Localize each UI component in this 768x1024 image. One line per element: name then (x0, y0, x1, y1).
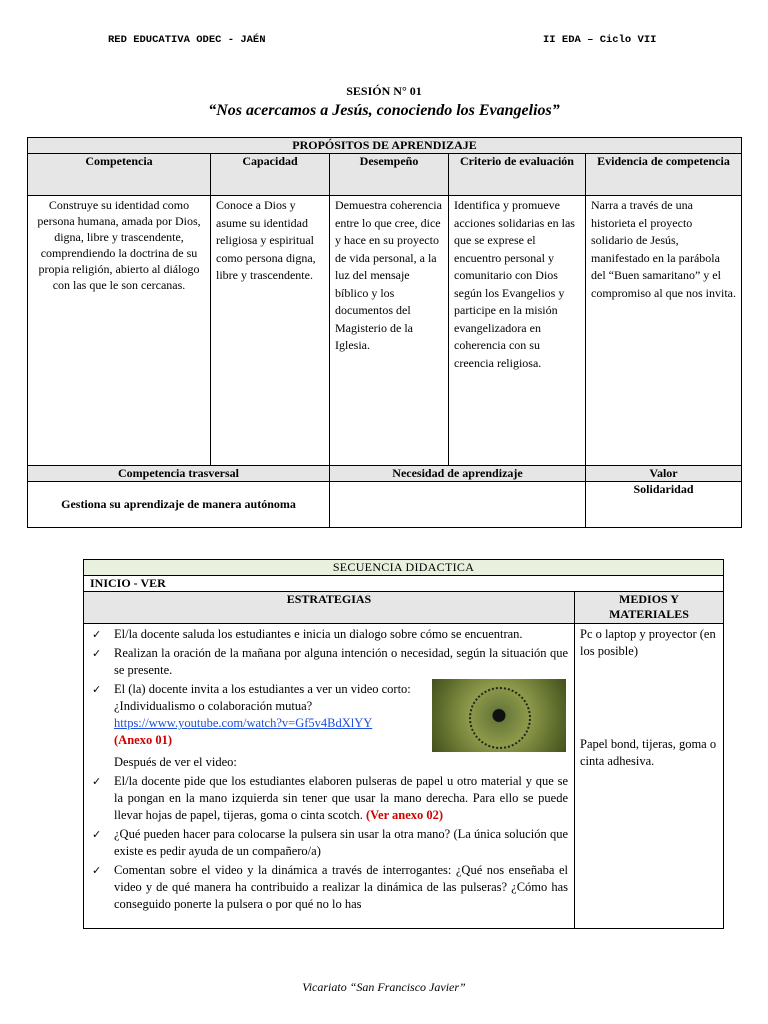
footer-vicariato: Vicariato “San Francisco Javier” (302, 980, 466, 994)
col-evidencia: Evidencia de competencia (586, 154, 742, 196)
media-item-projector: Pc o laptop y proyector (en los posible) (580, 627, 716, 658)
list-item: ✓ ¿Qué pueden hacer para colocarse la pulsera sin usar la otra mano? (La única solución que existe es pedir ayuda de un compañero/a) (92, 827, 568, 858)
phase-label: INICIO - VER (84, 576, 724, 592)
col-necesidad: Necesidad de aprendizaje (330, 466, 586, 482)
header-cycle: II EDA – Ciclo VII (543, 34, 657, 46)
list-item: ✓ Realizan la oración de la mañana por alguna intención o necesidad, según la situación que se presente. (92, 646, 568, 677)
annex-02-label: (Ver anexo 02) (366, 808, 444, 822)
check-icon: ✓ (92, 828, 102, 841)
video-thumbnail[interactable] (432, 679, 566, 752)
check-icon: ✓ (92, 628, 102, 641)
session-number: SESIÓN N° 01 (346, 84, 422, 98)
cell-criterio: Identifica y promueve acciones solidarias en las que se exprese el encuentro personal y comunitario con Dios según los Evangelios y participe en la misión evangelizadora en coherencia con su creencia religiosa. (449, 196, 586, 466)
col-strategies: ESTRATEGIAS (84, 592, 575, 624)
col-media: MEDIOS Y MATERIALES (575, 592, 724, 624)
video-link[interactable]: https://www.youtube.com/watch?v=Gf5v4BdXlYY (114, 716, 373, 730)
check-icon: ✓ (92, 864, 102, 877)
list-item: ✓ El/la docente pide que los estudiantes elaboren pulseras de papel u otro material y que se la pongan en la mano izquierda sin tener que usar la mano derecha. Para ello se puede llevar hojas de papel, tijeras, goma o cinta scotch. (Ver anexo 02) (92, 774, 568, 822)
cell-necesidad (330, 482, 586, 528)
col-transversal: Competencia trasversal (28, 466, 330, 482)
cell-valor: Solidaridad (586, 482, 742, 528)
check-icon: ✓ (92, 775, 102, 788)
cell-capacidad: Conoce a Dios y asume su identidad religiosa y espiritual como persona digna, libre y trascendente. (211, 196, 330, 466)
col-desempeno: Desempeño (330, 154, 449, 196)
list-item: Después de ver el video: (114, 755, 237, 769)
purposes-table (27, 137, 742, 528)
cell-desempeno: Demuestra coherencia entre lo que cree, dice y hace en su proyecto de vida personal, a la luz del mensaje bíblico y los documentos del Magisterio de la Iglesia. (330, 196, 449, 466)
strategies-cell (84, 624, 575, 929)
check-icon: ✓ (92, 647, 102, 660)
header-institution: RED EDUCATIVA ODEC - JAÉN (108, 34, 266, 46)
cell-transversal: Gestiona su aprendizaje de manera autónoma (28, 482, 330, 528)
col-criterio: Criterio de evaluación (449, 154, 586, 196)
list-item: ✓ El (la) docente invita a los estudiantes a ver un video corto: ¿Individualismo o colaboración mutua? https://www.youtube.com/watch?v=Gf5v4BdXlYY (Anexo 01) (90, 681, 568, 749)
media-cell (575, 624, 724, 929)
check-icon: ✓ (92, 683, 102, 696)
list-item: ✓ Comentan sobre el video y la dinámica a través de interrogantes: ¿Qué nos enseñaba el video y de qué manera ha contribuido a realizar la dinámica de las pulseras? ¿Cómo has conseguido ponerte la pulsera o por qué no lo has (92, 863, 568, 911)
annex-01-label: (Anexo 01) (114, 733, 172, 747)
cell-evidencia: Narra a través de una historieta el proyecto solidario de Jesús, manifestado en la parábola del “Buen samaritano” y el compromiso al que nos invita. (586, 196, 742, 466)
session-title: “Nos acercamos a Jesús, conociendo los Evangelios” (208, 102, 560, 119)
sequence-title: SECUENCIA DIDACTICA (84, 560, 724, 576)
col-capacidad: Capacidad (211, 154, 330, 196)
list-item: ✓ El/la docente saluda los estudiantes e inicia un dialogo sobre cómo se encuentran. (92, 627, 523, 641)
cell-competencia: Construye su identidad como persona humana, amada por Dios, digna, libre y trascendente, comprendiendo la doctrina de su propia religión, abierto al diálogo con las que le son cercanas. (28, 196, 211, 466)
media-item-paper: Papel bond, tijeras, goma o cinta adhesiva. (580, 737, 717, 768)
col-valor: Valor (586, 466, 742, 482)
sequence-table (83, 559, 724, 929)
purposes-title: PROPÓSITOS DE APRENDIZAJE (28, 138, 742, 154)
col-competencia: Competencia (28, 154, 211, 196)
